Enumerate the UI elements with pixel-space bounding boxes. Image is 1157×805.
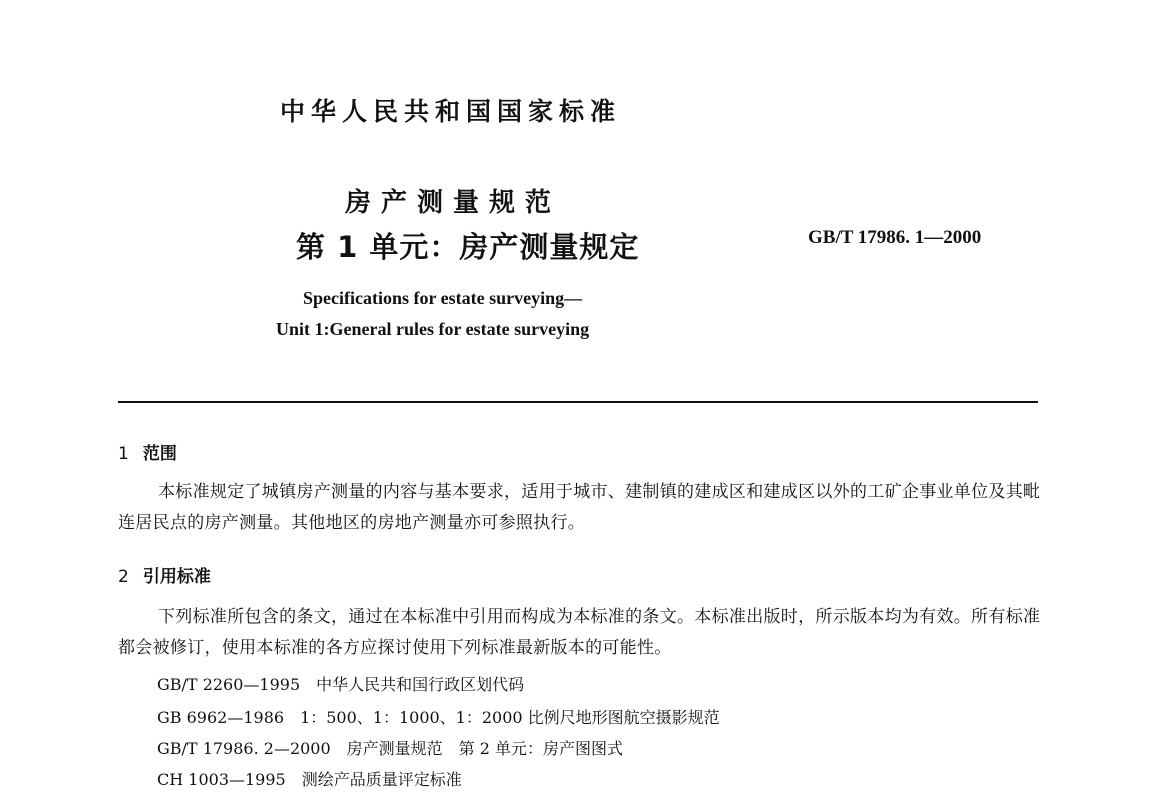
section-number: 2 bbox=[118, 567, 129, 587]
reference-title: 测绘产品质量评定标准 bbox=[301, 770, 462, 789]
reference-title: 1：500、1：1000、1：2000 比例尺地形图航空摄影规范 bbox=[300, 708, 720, 727]
standard-number bbox=[808, 226, 981, 249]
section-heading-references bbox=[118, 562, 211, 587]
section-paragraph-scope: 本标准规定了城镇房产测量的内容与基本要求，适用于城市、建制镇的建成区和建成区以外的工矿企事业单位及其毗连居民点的房产测量。其他地区的房地产测量亦可参照执行。 bbox=[118, 482, 1041, 533]
header-divider bbox=[118, 401, 1038, 403]
reference-code: GB/T 17986. 2—2000 bbox=[157, 739, 331, 758]
section-number: 1 bbox=[118, 444, 129, 464]
reference-title: 中华人民共和国行政区划代码 bbox=[316, 675, 525, 694]
section-title: 引用标准 bbox=[142, 567, 211, 587]
reference-item bbox=[157, 767, 462, 790]
document-title-line2: 第 1 单元：房产测量规定 bbox=[296, 230, 640, 264]
reference-code: GB/T 2260—1995 bbox=[157, 675, 301, 694]
reference-item bbox=[157, 705, 720, 728]
standard-number-text: GB/T 17986. 1—2000 bbox=[808, 227, 982, 248]
reference-item bbox=[157, 736, 623, 759]
english-title-line1: Specifications for estate surveying— bbox=[303, 288, 583, 308]
reference-code: CH 1003—1995 bbox=[157, 770, 286, 789]
reference-item bbox=[157, 672, 524, 695]
section-heading-scope bbox=[118, 439, 177, 464]
english-title-line2: Unit 1:General rules for estate surveying bbox=[276, 319, 590, 339]
national-standard-label: 中华人民共和国国家标准 bbox=[280, 97, 622, 126]
document-title-line1: 房产测量规范 bbox=[345, 188, 562, 218]
reference-code: GB 6962—1986 bbox=[157, 708, 285, 727]
section-paragraph-references: 下列标准所包含的条文，通过在本标准中引用而构成为本标准的条文。本标准出版时，所示版本均为有效。所有标准都会被修订，使用本标准的各方应探讨使用下列标准最新版本的可能性。 bbox=[118, 607, 1041, 658]
reference-title: 房产测量规范 第 2 单元：房产图图式 bbox=[346, 739, 624, 758]
section-title: 范围 bbox=[142, 444, 177, 464]
